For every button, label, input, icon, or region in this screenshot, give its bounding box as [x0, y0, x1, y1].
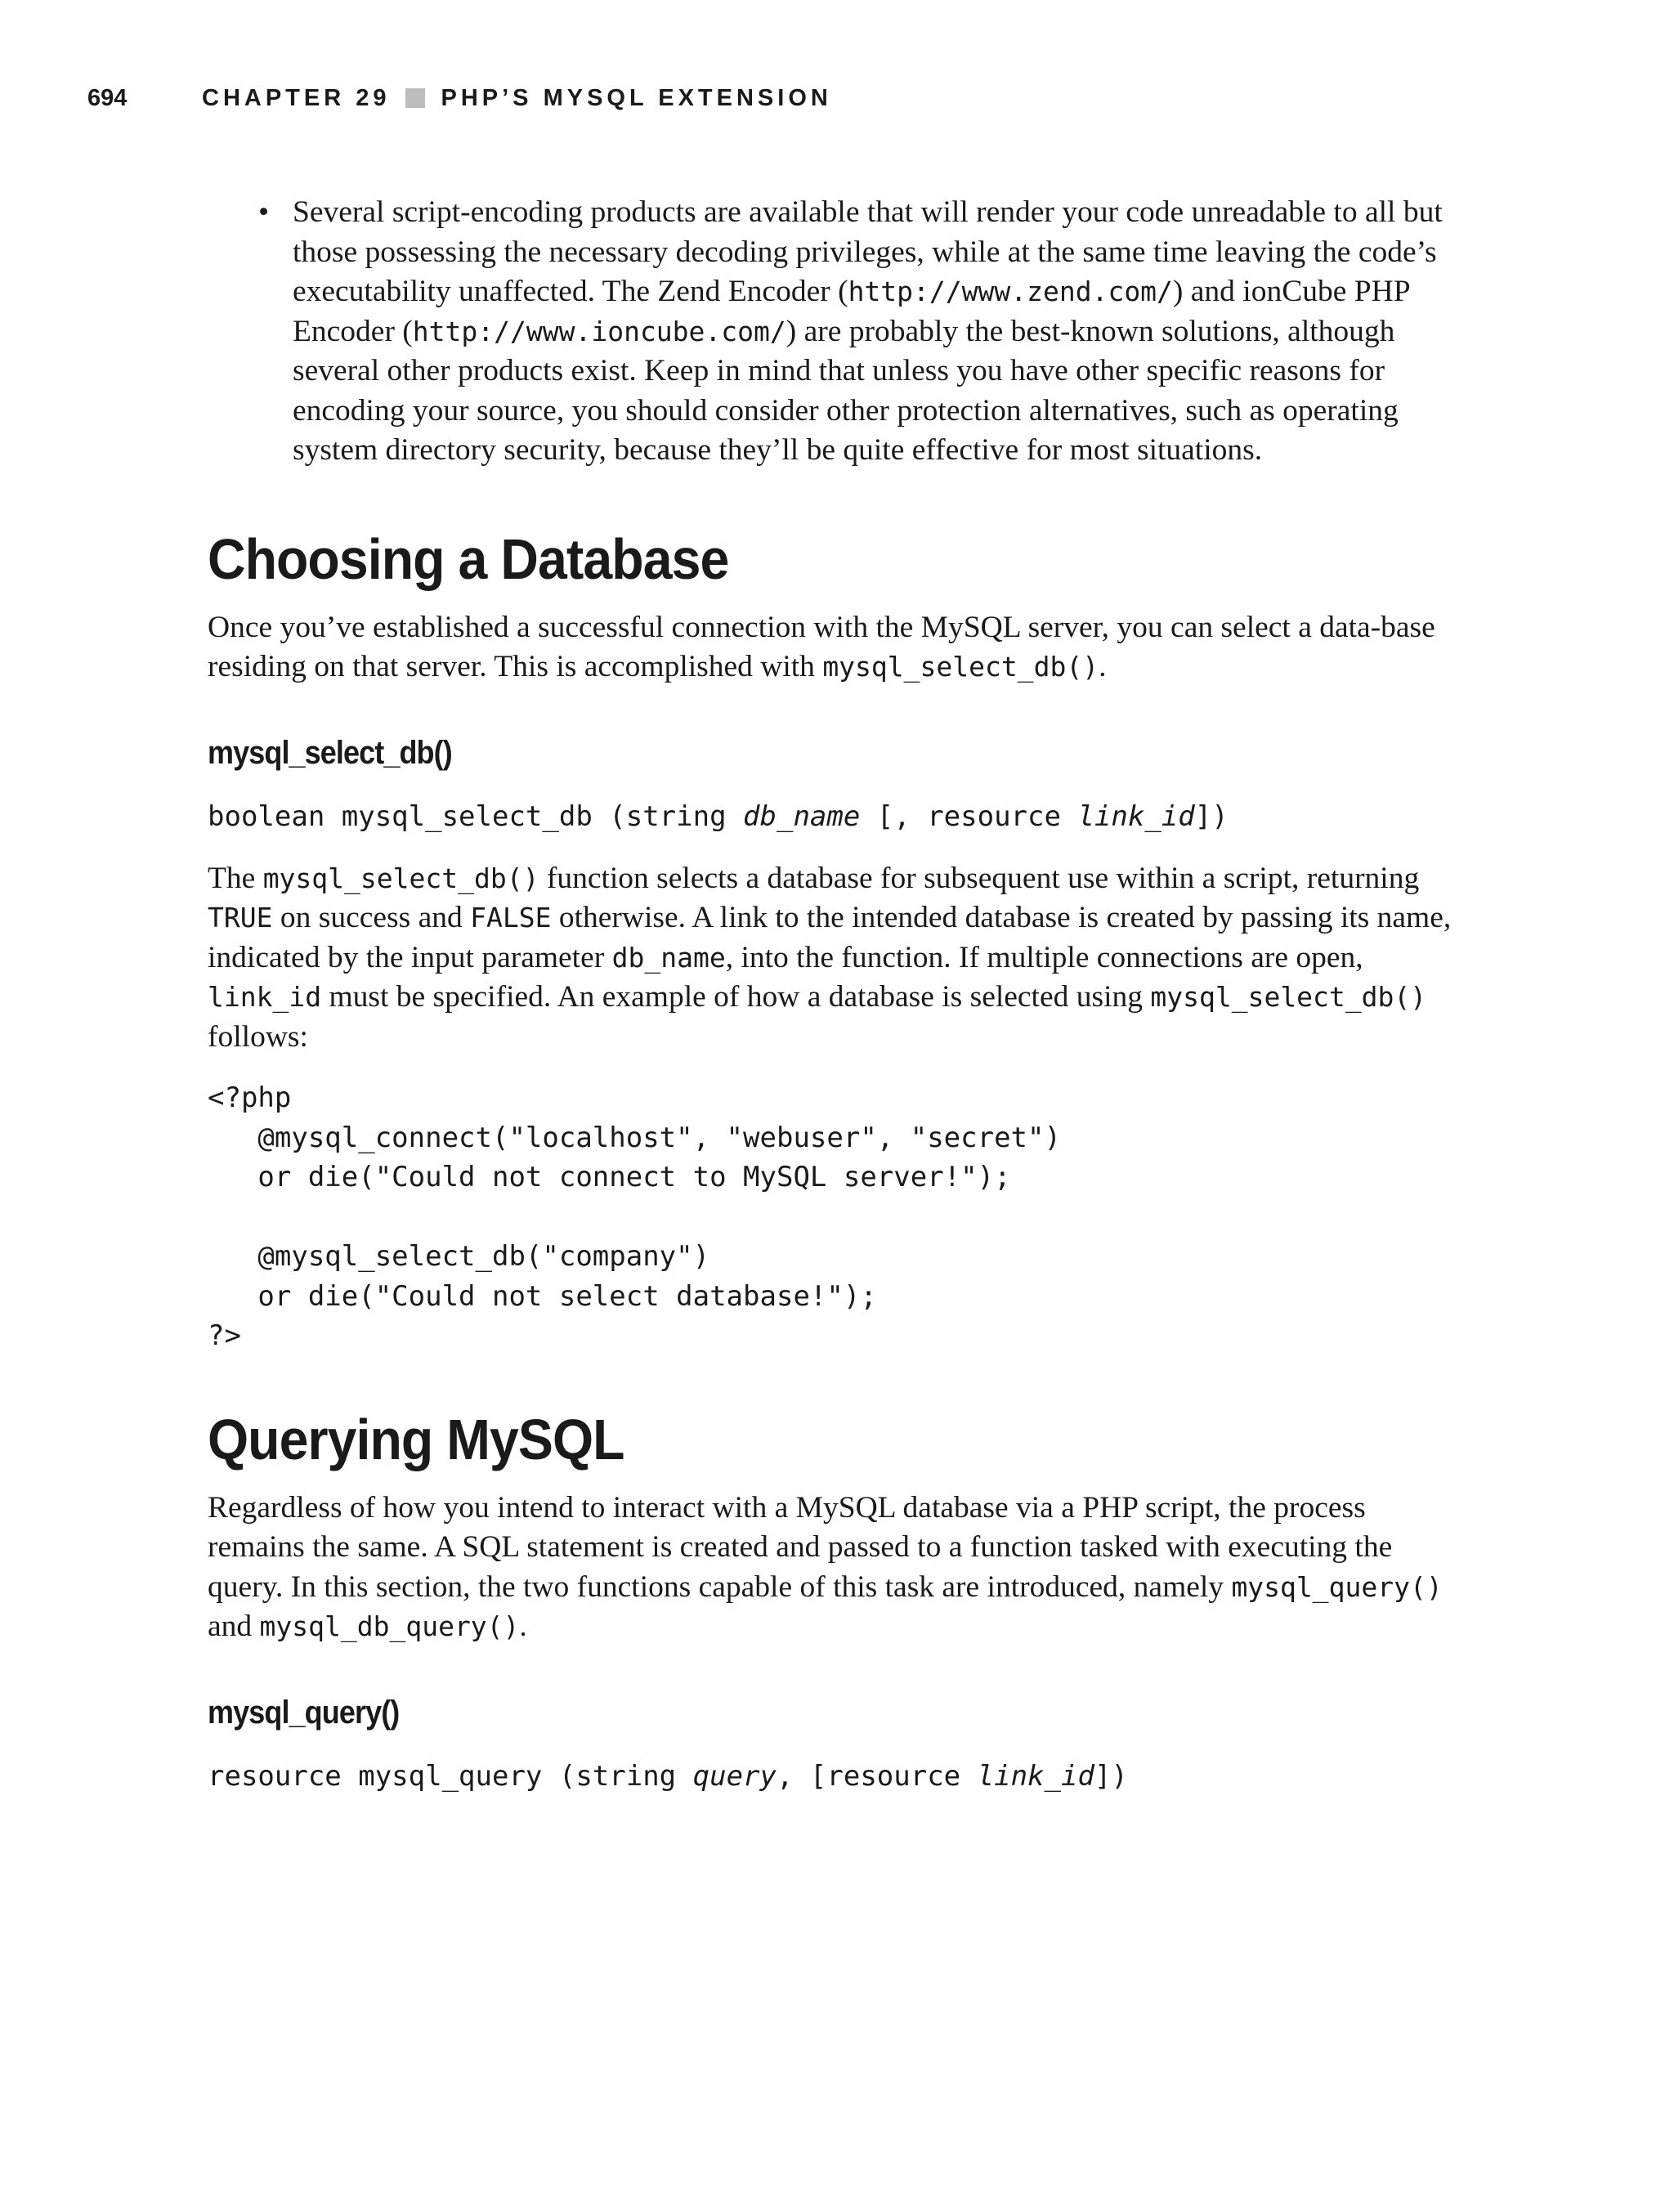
subheading-mysql-select-db: mysql_select_db(): [208, 734, 452, 771]
desc-text: on success and: [272, 901, 471, 934]
desc-text: , into the function. If multiple connections are open,: [725, 940, 1363, 974]
bullet-text-part2: ) and ionCube PHP Encoder (: [293, 275, 1410, 348]
section-intro-paragraph: [208, 608, 1466, 687]
desc-text: must be specified. An example of how a database is selected using: [321, 980, 1151, 1014]
desc-text: follows:: [208, 1019, 308, 1054]
inline-code: mysql_select_db(): [822, 651, 1099, 683]
inline-code: mysql_select_db(): [1150, 981, 1427, 1013]
subheading-mysql-query: mysql_query(): [208, 1694, 400, 1731]
chapter-label: CHAPTER 29: [202, 84, 391, 111]
code-example: <?php @mysql_connect("localhost", "webuser", "secret") or die("Could not connect to MySQL server!"); @mysql_select_db("company") or die("Could not select database!"); ?>: [208, 1081, 1061, 1352]
inline-code: FALSE: [470, 902, 552, 934]
bullet-text-part1: Several script-encoding products are available that will render your code unreadable to all but those possessing the necessary decoding privileges, while at the same time leaving the code’s executability unaffected. The Zend Encoder (: [293, 195, 1443, 308]
section-intro-paragraph: [208, 1489, 1466, 1647]
bullet-text-part3: ) are probably the best-known solutions, although several other products exist. Keep in mind that unless you have other specific reasons for encoding your source, you should consider other protection alternatives, such as operating system directory security, because they’ll be quite effective for most situations.: [293, 314, 1399, 467]
intro-text: Regardless of how you intend to interact with a MySQL database via a PHP script, the process remains the same. A SQL statement is created and passed to a function tasked with executing the query. In this section, the two functions capable of this task are introduced, namely: [208, 1490, 1393, 1604]
signature-arg: link_id: [1077, 799, 1195, 833]
square-separator-icon: [405, 88, 425, 108]
chapter-title: PHP’S MYSQL EXTENSION: [441, 84, 832, 111]
inline-code: mysql_select_db(): [262, 862, 539, 894]
bullet-list: [208, 193, 1466, 471]
section-heading-querying-mysql: Querying MySQL: [208, 1407, 624, 1471]
intro-text-end: .: [519, 1610, 527, 1643]
function-signature: [208, 1757, 1466, 1796]
signature-prefix: resource mysql_query (string: [208, 1759, 693, 1793]
signature-middle: [, resource: [860, 799, 1078, 833]
running-header: [87, 80, 832, 116]
signature-suffix: ]): [1194, 799, 1229, 833]
signature-middle: , [resource: [776, 1759, 978, 1793]
desc-text: The: [208, 861, 263, 895]
inline-code: db_name: [611, 941, 726, 974]
page-content: [208, 193, 1466, 1796]
signature-suffix: ]): [1094, 1759, 1128, 1793]
signature-prefix: boolean mysql_select_db (string: [208, 799, 744, 833]
intro-text: and: [208, 1610, 260, 1643]
intro-text-end: .: [1099, 650, 1107, 683]
desc-text: function selects a database for subsequent use within a script, returning: [539, 861, 1420, 895]
inline-code: mysql_db_query(): [259, 1610, 520, 1642]
description-paragraph: [208, 859, 1466, 1058]
list-item: [208, 193, 1466, 471]
bullet-icon: •: [258, 195, 270, 229]
inline-code: mysql_query(): [1231, 1570, 1443, 1603]
ioncube-url: http://www.ioncube.com/: [412, 315, 786, 347]
inline-code: TRUE: [208, 902, 273, 934]
intro-text: Once you’ve established a successful connection with the MySQL server, you can select a data-base residing on that server. This is accomplished with: [208, 610, 1435, 683]
section-heading-choosing-database: Choosing a Database: [208, 526, 729, 591]
signature-arg: db_name: [743, 799, 861, 833]
page-number: 694: [87, 84, 128, 111]
desc-text: otherwise. A link to the intended database is created by passing its name, indicated by the input parameter: [208, 901, 1452, 974]
signature-arg: link_id: [977, 1759, 1094, 1793]
function-signature: [208, 797, 1466, 836]
inline-code: link_id: [208, 981, 322, 1013]
signature-arg: query: [692, 1759, 777, 1793]
zend-url: http://www.zend.com/: [848, 275, 1173, 307]
